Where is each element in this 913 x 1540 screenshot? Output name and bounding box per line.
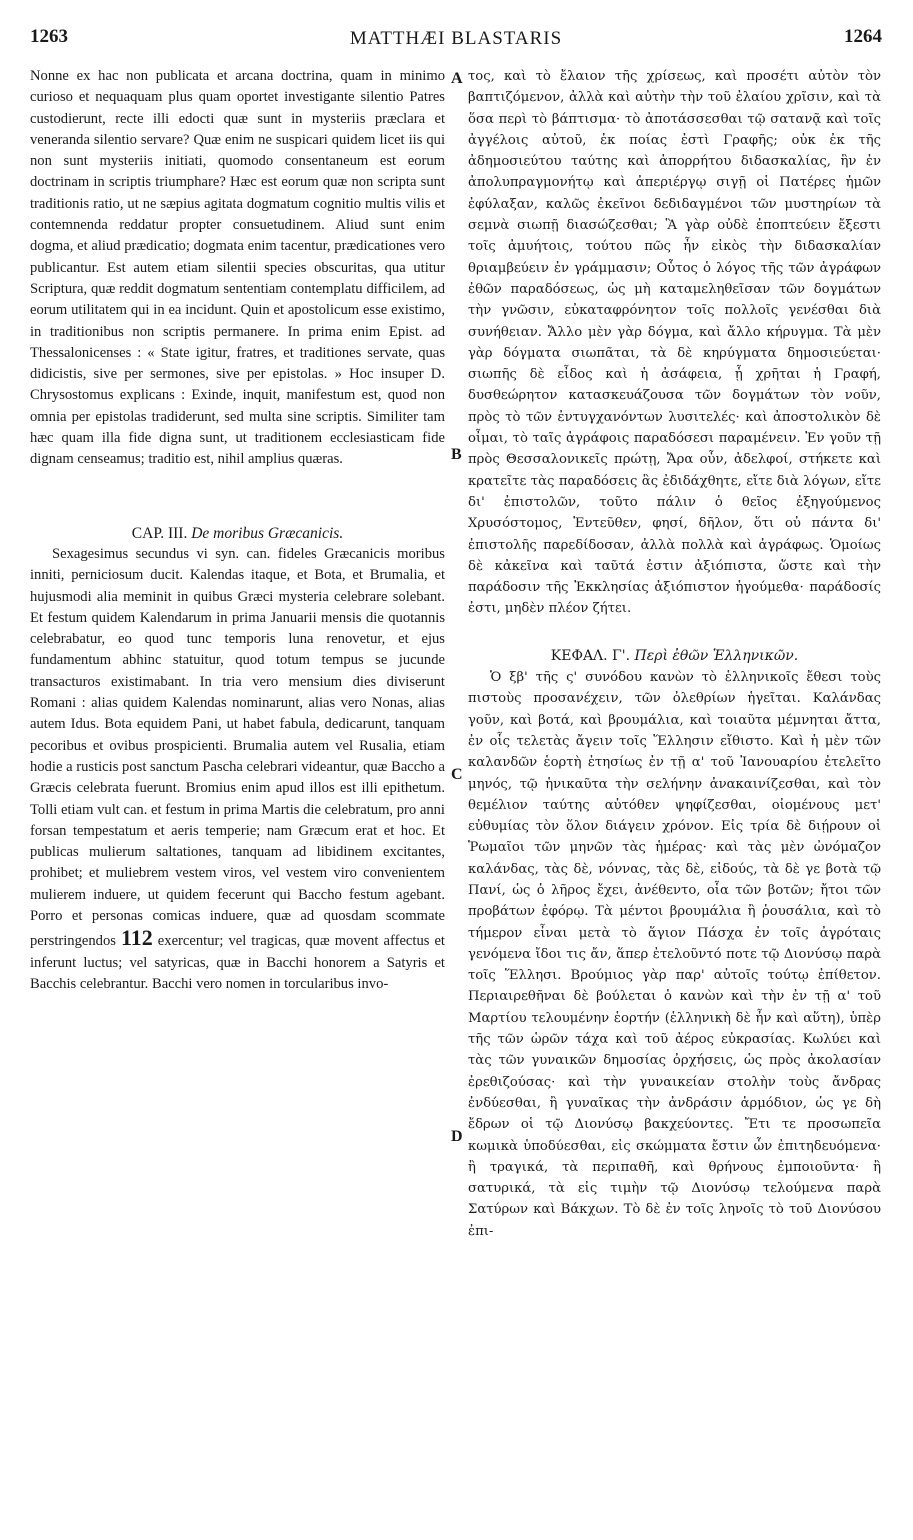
greek-chapter-number: ΚΕΦΑΛ. Γ'. [550, 647, 631, 664]
greek-paragraph: τος, καὶ τὸ ἔλαιον τῆς χρίσεως, καὶ προσέτι αὐτὸν τὸν βαπτιζόμενον, ἀλλὰ καὶ αὐτὴν τὴν τοῦ ἐλαίου χρῖσιν, καὶ τὰ ὅσα περὶ τὸ βάπτισμα· τὸ ἀποτάσσεσθαι τῷ σατανᾷ καὶ τοῖς ἀγγέλοις αὐτοῦ, ἐκ ποίας ἐστὶ Γραφῆς; οὐκ ἐκ τῆς ἀδημοσιεύτου ταύτης καὶ ἀπορρήτου διδασκαλίας, ἣν ἐν ἀπολυπραγμονήτῳ καὶ ἀπεριέργῳ σιγῇ οἱ Πατέρες ἡμῶν ἐφύλαξαν, καλῶς ἐκεῖνοι δεδιδαγμένοι τῶν μυστηρίων τὰ σεμνὰ σιωπῇ διασώζεσθαι; Ἃ γὰρ οὐδὲ ἐποπτεύειν ἔξεστι τοῖς ἀμυήτοις, τούτου πῶς ἦν εἰκὸς τὴν διδασκαλίαν θριαμβεύειν ἐν γράμμασιν; Οὗτος ὁ λόγος τῆς τῶν ἀγράφων ἐθῶν παραδόσεως, ὡς μὴ καταμεληθεῖσαν τῶν δογμάτων τὴν γνῶσιν, εὐκαταφρόνητον τοῖς πολλοῖς γενέσθαι διὰ συνήθειαν. Ἄλλο μὲν γὰρ δόγμα, καὶ ἄλλο κήρυγμα. Τὰ μὲν γὰρ δόγματα σιωπᾶται, τὰ δὲ κηρύγματα δημοσιεύεται· σιωπῆς δὲ εἶδος καὶ ἡ ἀσάφεια, ᾗ χρῆται ἡ Γραφή, δυσθεώρητον κατασκευάζουσα τῶν δογμάτων τὸν νοῦν, πρὸς τὸ τῶν ἐντυγχανόντων λυσιτελές· καὶ ἀποστολικὸν δὲ οἶμαι, τὸ ταῖς ἀγράφοις παραδόσεσι παραμένειν. Ἐν γοῦν τῇ πρὸς Θεσσαλονικεῖς πρώτῃ, Ἄρα οὖν, ἀδελφοί, στήκετε καὶ κρατεῖτε τὰς παραδόσεις ἃς ἐδιδάχθητε, εἴτε διὰ λόγων, εἴτε δι' ἐπιστολῶν, τοῦτο πάλιν ὁ θεῖος ἐξηγούμενος Χρυσόστομος, Ἐντεῦθεν, φησί, δῆλον, ὅτι οὐ πάντα δι' ἐπιστολῆς παρεδίδοσαν, ἀλλὰ πολλὰ καὶ ἀγράφως. Ὁμοίως δὲ κἀκεῖνα καὶ ταῦτά ἐστιν ἀξιόπιστα, ὥστε καὶ τὴν παράδοσιν τῆς Ἐκκλησίας ἀξιόπιστον ἡγούμεθα· παράδοσίς ἐστι, μηδὲν πλέον ζήτει. [468, 69, 881, 617]
running-title: MATTHÆI BLASTARIS [349, 28, 563, 49]
margin-letter-b: B [451, 446, 462, 463]
latin-chapter-title: De moribus Græcanicis. [191, 524, 344, 542]
latin-text: Sexagesimus secundus vi syn. can. fideles Græcanicis moribus inniti, perniciosum ducit. Kalendas itaque, et Bota, et Brumalia, et hujusmodi alia meminit in quibus Græci mysteria celebrare solebant. Et festum quidem Kalendarum in prima Januarii mensis die quotannis celebrabatur, eo quod tunc temporis luna renovetur, et ejus fundamentum abhinc statuitur, quod totum tempus se jucunde transacturos existimabant. In tria vero mensium dies diviserunt Romani : alias quidem Kalendas nominarunt, alias vero Nonas, alias autem Idus. Bota equidem Pani, ut habet fabula, dedicarunt, tanquam pecoribus et ovibus prospicienti. Brumalia autem vel Rusalia, etiam hodie a rusticis post sanctum Pascha celebrari videantur, quæ Baccho a Græcis celebrata fuerunt. Bromius enim apud illos est illi epithetum. Tolli etiam vult can. et festum in prima Martis die celebratum, pro anni forsan tempestatum et aeris temperie; nam Græcum erat et hoc. Et publicas mulierum saltationes, tanquam ad libidinem excitantes, prohibet; et muliebrem vestem viros, vel vestem viro convenientem mulierem induere, ut quidem fecerunt qui Baccho festum agebant. Porro et personas comicas induere, quæ ad quosdam scommate perstringendos [30, 545, 445, 950]
signature-mark: 112 [120, 925, 153, 951]
page-number-left: 1263 [30, 26, 68, 47]
margin-letter-c: C [451, 766, 463, 783]
greek-chapter-heading [468, 646, 881, 667]
latin-chapter-number: CAP. III. [131, 524, 188, 542]
greek-paragraph: Ὁ ξβ' τῆς ς' συνόδου κανὼν τὸ ἑλληνικοῖς ἔθεσι τοὺς πιστοὺς προσανέχειν, τῶν ὀλεθρίων ἡγεῖται. Καλάνδας γοῦν, καὶ βοτά, καὶ βρουμάλια, καὶ τοιαῦτα μέμνηται ἄττα, ἐν οἷς τελετὰς ἄγειν τοῖς Ἕλλησιν εἴθιστο. Καὶ ἡ μὲν τῶν καλανδῶν ἑορτὴ ἐτησίως ἐν τῇ α' τοῦ Ἰανουαρίου ἐτελεῖτο μηνός, τῷ ἡνικαῦτα τὴν σελήνην ἀνακαινίζεσθαι, καὶ τὸν θεμέλιον ταύτης αὐτόθεν ψηφίζεσθαι, οἰομένους μετ' εὐθυμίας τὸν ὅλον διάγειν χρόνον. Εἰς τρία δὲ διῄρουν οἱ Ῥωμαῖοι τῶν μηνῶν τὰς ἡμέρας· καὶ τὰς μὲν ὠνόμαζον καλάνδας, τὰς δὲ, νόννας, τὰς δὲ, εἰδούς, τὰ δὲ γε βοτὰ τῷ Πανί, ὡς ὁ λῆρος ἔχει, ἀνέθεντο, οἷα τῶν βοτῶν; ἤτοι τῶν προβάτων ἐφόρῳ. Τὰ μέντοι βρουμάλια ἢ ῥουσάλια, καὶ τὸ τήμερον εἶναι μετὰ τὸ ἅγιον Πάσχα ἐν τοῖς ἀγρόταις γενόμενα ἴδοι τις ἄν, ἅπερ ἐτελοῦντό ποτε τῷ Διονύσῳ παρὰ τοῖς Ἕλλησι. Βρούμιος γὰρ παρ' αὐτοῖς τούτῳ ἐπίθετον. Περιαιρεθῆναι δὲ βούλεται ὁ κανὼν καὶ τὴν ἐν τῇ α' τοῦ Μαρτίου τελουμένην ἑορτήν (ἑλληνικὴ δὲ ἦν καὶ αὕτη), ὑπὲρ τῆς τῶν ὡρῶν τάχα καὶ τοῦ ἀέρος εὐκρασίας. Κωλύει καὶ τὰς τῶν γυναικῶν δημοσίας ὀρχήσεις, ὡς πρὸς ἀκολασίαν ἐρεθιζούσας· καὶ τὴν γυναικείαν στολὴν τοὺς ἄνδρας ἐνδύεσθαι, ἢ γυναῖκας τὴν ἀνδράσιν ἁρμόδιον, ὡς γε δὴ ἔδρων οἱ τῷ Διονύσῳ βακχεύοντες. Ἔτι τε προσωπεῖα κωμικὰ ὑποδύεσθαι, εἰς σκώμματα ἔστιν ὧν ἐπιτηδευόμενα· ἢ τραγικά, τὰ περιπαθῆ, καὶ θρήνους ἐμποιοῦντα· ἢ σατυρικά, τὰ εἰς τιμὴν τῷ Διονύσῳ τελούμενα παρὰ Σατύρων καὶ Βάκχων. Τὸ δὲ ἐν τοῖς ληνοῖς τὸ τοῦ Διονύσου ἐπι- [468, 670, 881, 1239]
greek-column [468, 66, 881, 1242]
margin-letter-a: A [451, 70, 463, 87]
latin-column [30, 66, 445, 995]
latin-paragraph: Nonne ex hac non publicata et arcana doctrina, quam in minimo curioso et nequaquam plus quam oportet investigante silentio Patres custodierunt, recte illi edocti quæ sunt in mysteriis præclara et veneranda silentio servare? Quæ enim ne suspicari quidem licet iis qui non sunt mysteriis initiati, quomodo consentaneum est eorum doctrinam in scriptis triumphare? Hæc est eorum quæ non scripta sunt traditionis ratio, ut ne sæpius agitata dogmatum cognitio multis vilis et contemnenda reddatur propter consuetudinem. Aliud sunt enim dogma, et aliud prædicatio; dogmata enim tacentur, prædicationes vero publicantur. Est autem etiam silentii species obscuritas, qua utitur Scriptura, quæ reddit dogmatum sententiam contemplatu difficilem, ad eorum utilitatem qui in ea incidunt. Quin et apostolicum esse existimo, in traditionibus non scriptis permanere. In prima enim Epist. ad Thessalonicenses : « State igitur, fratres, et traditiones servate, quas didicistis, sive per sermones, sive per epistolas. » Hoc insuper D. Chrysostomus explicans : Exinde, inquit, manifestum est, quod non omnia per epistolas tradiderunt, sed multa sine scriptis. Similiter tam hæc quam illa fide digna sunt, ut traditionem ecclesiasticam fide dignam censeamus; traditio est, nihil amplius quæras. [30, 68, 445, 468]
greek-chapter-title: Περὶ ἐθῶν Ἑλληνικῶν. [634, 647, 799, 664]
margin-letter-d: D [451, 1128, 463, 1145]
page-number-right: 1264 [844, 26, 882, 47]
latin-chapter-heading [30, 523, 445, 544]
latin-paragraph [30, 544, 445, 995]
latin-text: exercentur; vel tragicas, quæ movent affectus et inferunt luctus; vel satyricas, quæ in Bacchi honorem a Satyris et Bacchis celebrantur. Bacchi vero nomen in torcularibus invo- [30, 933, 445, 992]
running-header [30, 26, 882, 56]
